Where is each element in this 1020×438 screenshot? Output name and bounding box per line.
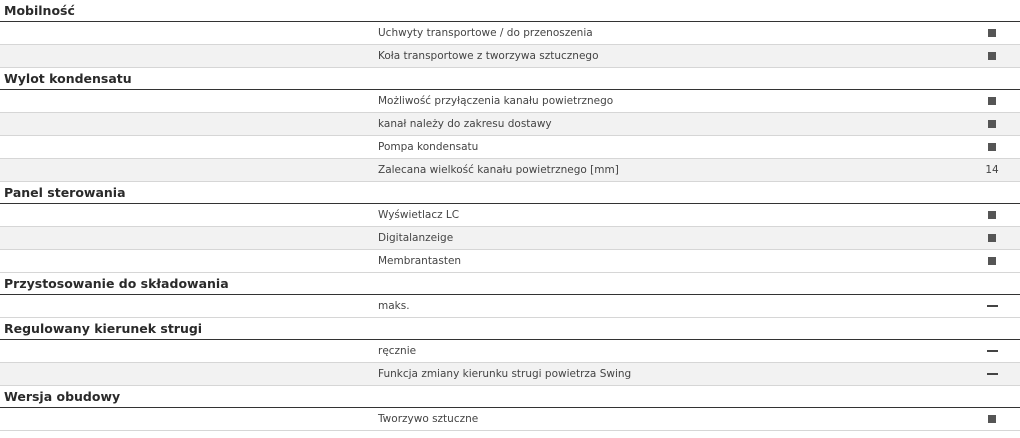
spec-row xyxy=(0,295,1020,318)
spec-row xyxy=(0,45,1020,68)
spec-row-label: Możliwość przyłączenia kanału powietrznego xyxy=(378,95,614,107)
spec-row xyxy=(0,363,1020,386)
spec-row-label: Membrantasten xyxy=(378,255,462,267)
square-icon xyxy=(988,234,996,242)
spec-row-label: Tworzywo sztuczne xyxy=(378,413,479,425)
square-icon xyxy=(988,52,996,60)
spec-row xyxy=(0,204,1020,227)
square-icon xyxy=(988,211,996,219)
spec-row-label: Pompa kondensatu xyxy=(378,141,479,153)
spec-row-value xyxy=(982,363,1002,385)
spec-row xyxy=(0,90,1020,113)
spec-row xyxy=(0,227,1020,250)
spec-row-value xyxy=(982,408,1002,430)
spec-row-value xyxy=(982,90,1002,112)
spec-row-value xyxy=(982,340,1002,362)
spec-row-value xyxy=(982,159,1002,181)
dash-icon xyxy=(987,305,998,307)
spec-row xyxy=(0,408,1020,431)
spec-row xyxy=(0,250,1020,273)
section-header-regulowany-kierunek: Regulowany kierunek strugi xyxy=(0,318,1020,340)
square-icon xyxy=(988,143,996,151)
spec-row xyxy=(0,22,1020,45)
section-header-przystosowanie: Przystosowanie do składowania xyxy=(0,273,1020,295)
spec-row-value xyxy=(982,136,1002,158)
spec-row xyxy=(0,340,1020,363)
spec-row-label: Funkcja zmiany kierunku strugi powietrza Swing xyxy=(378,368,632,380)
spec-row-label: maks. xyxy=(378,300,410,312)
spec-row-label: Zalecana wielkość kanału powietrznego [mm] xyxy=(378,164,619,176)
square-icon xyxy=(988,29,996,37)
spec-row-value xyxy=(982,204,1002,226)
section-header-mobilnosc: Mobilność xyxy=(0,0,1020,22)
spec-row-label: Uchwyty transportowe / do przenoszenia xyxy=(378,27,593,39)
spec-row xyxy=(0,136,1020,159)
square-icon xyxy=(988,415,996,423)
section-header-panel-sterowania: Panel sterowania xyxy=(0,182,1020,204)
section-header-wylot-kondensatu: Wylot kondensatu xyxy=(0,68,1020,90)
spec-row-value xyxy=(982,113,1002,135)
section-header-wersja-obudowy: Wersja obudowy xyxy=(0,386,1020,408)
spec-row-value xyxy=(982,22,1002,44)
spec-row-value xyxy=(982,295,1002,317)
dash-icon xyxy=(987,373,998,375)
spec-row-label: Koła transportowe z tworzywa sztucznego xyxy=(378,50,599,62)
dash-icon xyxy=(987,350,998,352)
square-icon xyxy=(988,120,996,128)
spec-row xyxy=(0,113,1020,136)
square-icon xyxy=(988,257,996,265)
spec-row-value xyxy=(982,227,1002,249)
spec-value-text: 14 xyxy=(985,164,999,176)
spec-row xyxy=(0,159,1020,182)
spec-row-label: Digitalanzeige xyxy=(378,232,454,244)
spec-row-label: ręcznie xyxy=(378,345,417,357)
spec-row-value xyxy=(982,250,1002,272)
spec-row-value xyxy=(982,45,1002,67)
square-icon xyxy=(988,97,996,105)
spec-row-label: Wyświetlacz LC xyxy=(378,209,460,221)
spec-row-label: kanał należy do zakresu dostawy xyxy=(378,118,552,130)
